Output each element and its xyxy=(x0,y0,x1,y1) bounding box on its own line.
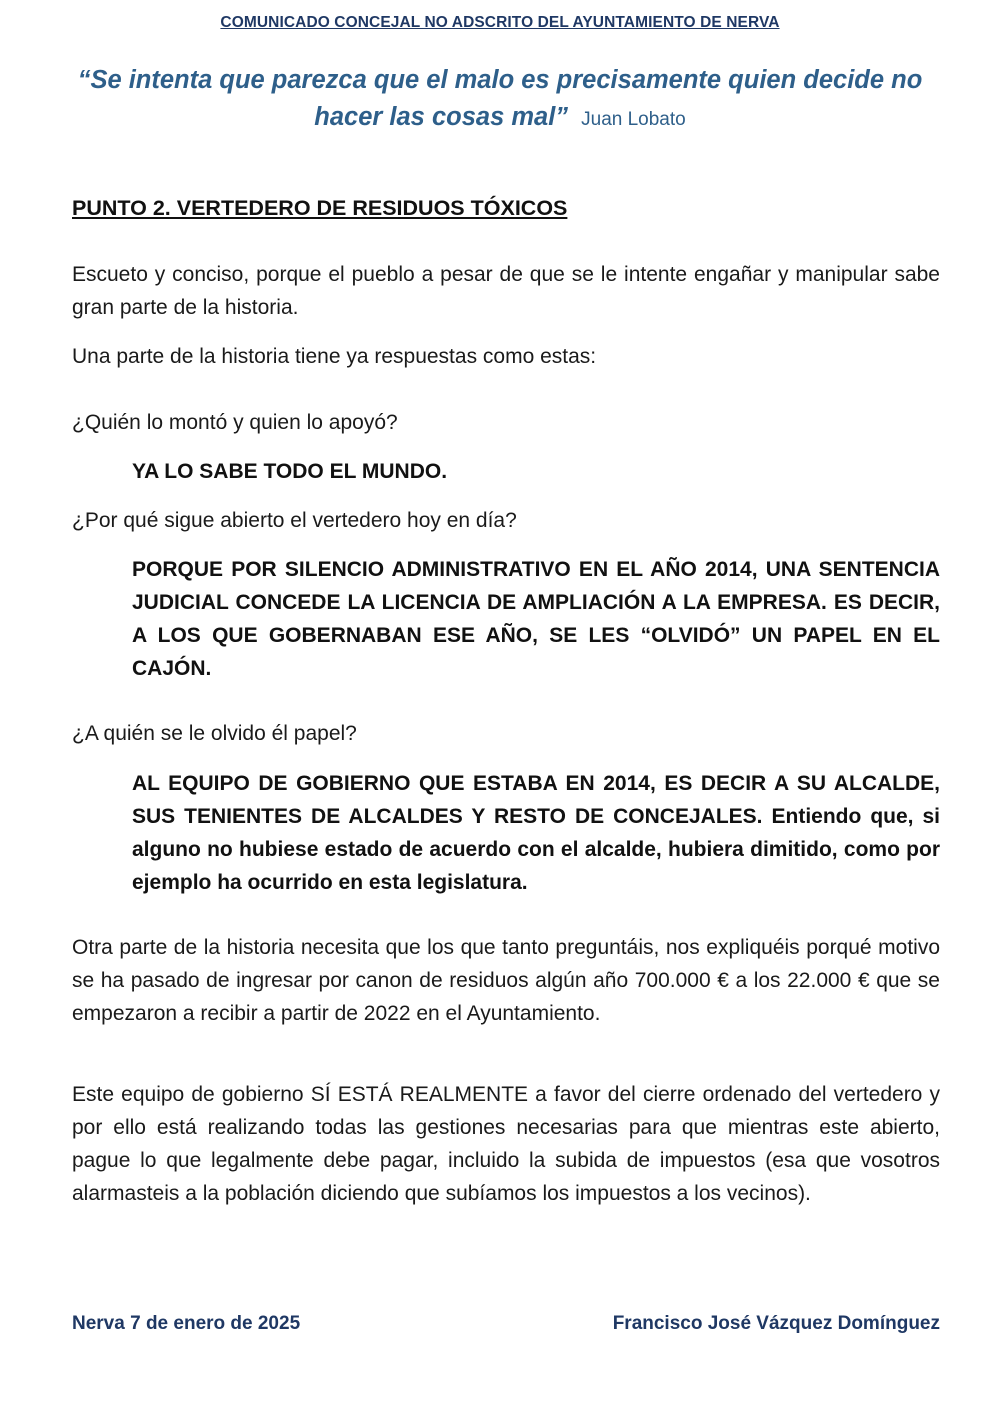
header-title: COMUNICADO CONCEJAL NO ADSCRITO DEL AYUNTAMIENTO DE NERVA xyxy=(220,14,780,31)
paragraph-este-equipo: Este equipo de gobierno SÍ ESTÁ REALMENTE a favor del cierre ordenado del vertedero y por ello está realizando todas las gestiones necesarias para que mientras este abierto, pague lo que legalmente debe pagar, incluido la subida de impuestos (esa que vosotros alarmasteis a la población diciendo que subíamos los impuestos a los vecinos). xyxy=(72,1083,940,1205)
lead-paragraph: Una parte de la historia tiene ya respuestas como estas: xyxy=(72,345,597,368)
question-1: ¿Quién lo montó y quien lo apoyó? xyxy=(72,411,398,434)
answer-2: PORQUE POR SILENCIO ADMINISTRATIVO EN EL AÑO 2014, UNA SENTENCIA JUDICIAL CONCEDE LA LICENCIA DE AMPLIACIÓN A LA EMPRESA. ES DECIR, A LOS QUE GOBERNABAN ESE AÑO, SE LES “OLVIDÓ” UN PAPEL EN EL CAJÓN. xyxy=(132,558,940,680)
quote-text: “Se intenta que parezca que el malo es precisamente quien decide no hacer las cosas mal” xyxy=(77,66,923,131)
answer-1: YA LO SABE TODO EL MUNDO. xyxy=(132,460,448,483)
question-2: ¿Por qué sigue abierto el vertedero hoy en día? xyxy=(72,509,517,532)
quote-block xyxy=(60,62,940,138)
footer-signature: Francisco José Vázquez Domínguez xyxy=(612,1313,940,1334)
quote-author: Juan Lobato xyxy=(581,109,686,130)
question-3: ¿A quién se le olvido él papel? xyxy=(72,722,357,745)
section-title: PUNTO 2. VERTEDERO DE RESIDUOS TÓXICOS xyxy=(72,196,568,220)
intro-paragraph: Escueto y conciso, porque el pueblo a pesar de que se le intente engañar y manipular sabe gran parte de la historia. xyxy=(72,263,940,319)
answer-3: AL EQUIPO DE GOBIERNO QUE ESTABA EN 2014, ES DECIR A SU ALCALDE, SUS TENIENTES DE ALCALDES Y RESTO DE CONCEJALES. Entiendo que, si alguno no hubiese estado de acuerdo con el alcalde, hubiera dimitido, como por ejemplo ha ocurrido en esta legislatura. xyxy=(132,772,940,894)
footer-place-date: Nerva 7 de enero de 2025 xyxy=(72,1313,301,1334)
paragraph-otra-parte: Otra parte de la historia necesita que los que tanto preguntáis, nos expliquéis porqué motivo se ha pasado de ingresar por canon de residuos algún año 700.000 € a los 22.000 € que se empezaron a recibir a partir de 2022 en el Ayuntamiento. xyxy=(72,936,940,1025)
